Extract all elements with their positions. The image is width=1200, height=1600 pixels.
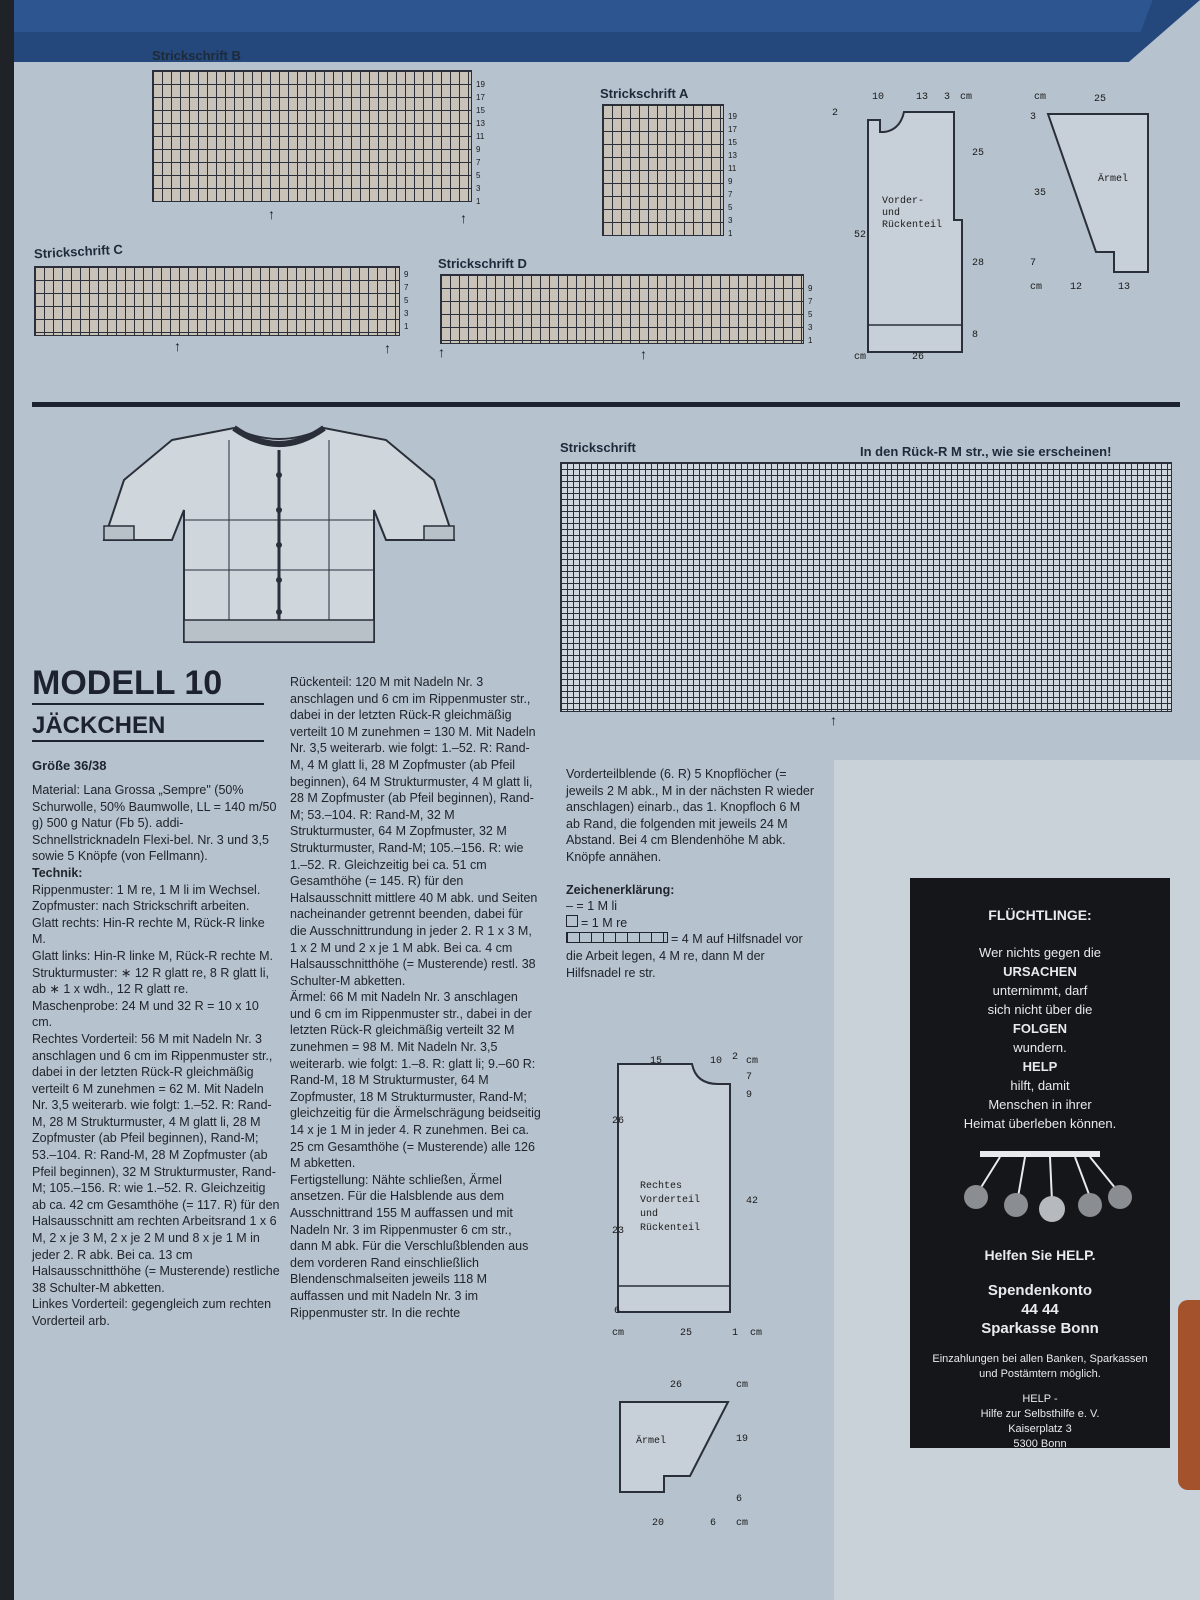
section-divider bbox=[32, 402, 1180, 407]
dim-10-bottom: 10 bbox=[710, 1056, 723, 1067]
ad-account-number: 44 44 bbox=[1021, 1301, 1059, 1318]
instructions-column-3 bbox=[566, 766, 816, 981]
chart-c-label: Strickschrift C bbox=[33, 241, 124, 262]
ad-heading: FLÜCHTLINGE: bbox=[988, 907, 1092, 923]
col1-rippenmuster: Rippenmuster: 1 M re, 1 M li im Wechsel. bbox=[32, 882, 261, 897]
help-advertisement bbox=[910, 878, 1170, 1448]
instructions-column-2 bbox=[290, 674, 542, 1321]
chart-d-start-arrow: ↑ bbox=[438, 344, 445, 360]
legend-knit-row bbox=[566, 915, 816, 932]
body-piece-label: Vorder- und Rückenteil bbox=[882, 196, 943, 231]
dim-13: 13 bbox=[916, 92, 929, 103]
dim-7: 7 bbox=[1030, 258, 1037, 269]
legend-title: Zeichenerklärung: bbox=[566, 882, 675, 897]
dim-26-sleeve: 26 bbox=[670, 1380, 683, 1391]
dim-cm-bottom-right: cm bbox=[750, 1328, 763, 1339]
dim-52: 52 bbox=[854, 230, 867, 241]
legend-knit: = 1 M re bbox=[581, 915, 628, 930]
ad-line-5: FOLGEN bbox=[1012, 1021, 1068, 1036]
dim-15: 15 bbox=[650, 1056, 663, 1067]
chart-b-label: Strickschrift B bbox=[152, 48, 241, 63]
ad-line-2: URSACHEN bbox=[1003, 964, 1077, 979]
chart-d-label: Strickschrift D bbox=[438, 256, 527, 271]
dim-2: 2 bbox=[832, 108, 839, 119]
dim-25-sleeve: 25 bbox=[1094, 94, 1107, 105]
sleeve-piece-label: Ärmel bbox=[1098, 174, 1129, 185]
col2-fertigstellung: Fertigstellung: Nähte schließen, Ärmel ansetzen. Für die Halsblende aus dem Ausschnittrand 155 M auffassen und mit Nadeln Nr. 3 im Rippenmuster 6 cm str., dann M abk. Für die Verschlußblenden aus dem vorderen Rand einschließlich Blendenschmalseiten jeweils 118 M auffassen und mit Nadeln Nr. 3 im Rippenmuster str. In die rechte bbox=[290, 1172, 529, 1320]
page-binding bbox=[0, 0, 14, 1600]
dim-20: 20 bbox=[652, 1518, 665, 1529]
chart-b-start-arrow: ↑ bbox=[268, 206, 275, 222]
dim-cm-bottom-left: cm bbox=[612, 1328, 625, 1339]
dim-cm-sleeve: cm bbox=[1034, 92, 1047, 103]
bottom-sleeve-schematic bbox=[614, 1392, 744, 1502]
ad-address-4: 5300 Bonn bbox=[1013, 1438, 1067, 1450]
dim-9: 9 bbox=[746, 1090, 753, 1101]
ad-address-2: Hilfe zur Selbsthilfe e. V. bbox=[980, 1408, 1100, 1420]
dim-3: 3 bbox=[944, 92, 951, 103]
col1-strukturmuster: Strukturmuster: ∗ 12 R glatt re, 8 R glatt li, ab ∗ 1 x wdh., 12 R glatt re. bbox=[32, 965, 269, 997]
ad-account-label: Spendenkonto bbox=[987, 1282, 1093, 1299]
legend-purl: – = 1 M li bbox=[566, 899, 618, 914]
col1-rechtes-vorderteil: Rechtes Vorderteil: 56 M mit Nadeln Nr. 3 anschlagen und 6 cm im Rippenmuster str., dabei in der letzten Rück-R gleichmäßig verteilt 6 M zunehmen = 62 M. Mit Nadeln Nr. 3,5 weiterarb. wie folgt: 1.–52. R: Rand-M, 28 M Strukturmuster, 4 M glatt li, 28 M Zopfmuster (ab Pfeil beginnen), Rand-M; 53.–104. R: Rand-M, 28 M Zopfmuster (ab Pfeil beginnen), 32 M Strukturmuster, Rand-M; 105.–156. R: wie 1.–52. R. Gleichzeitig ab ca. 42 cm Gesamthöhe (= 117. R) für den Halsausschnitt am rechten Arbeitsrand 1 x 6 M, 2 x je 3 M, 2 x je 2 M und 8 x je 1 M in jeder 2. R abk. Bei ca. 13 cm Halsausschnitthöhe (= Musterende) restliche 38 Schulter-M abketten. bbox=[32, 1031, 280, 1295]
ad-address-3: Kaiserplatz 3 bbox=[1008, 1423, 1072, 1435]
chart-a-row-numbers: 19 17 15 13 11 9 7 5 3 1 bbox=[728, 112, 737, 238]
dim-6: 6 bbox=[614, 1306, 621, 1317]
col2-rueckenteil: Rückenteil: 120 M mit Nadeln Nr. 3 anschlagen und 6 cm im Rippenmuster str., dabei in der letzten Rück-R gleichmäßig verteilt 10 M zunehmen = 130 M. Mit Nadeln Nr. 3,5 weiterarb. wie folgt: 1.–52. R: Rand-M, 4 M glatt li, 28 M Zopfmuster (ab Pfeil beginnen), 64 M Strukturmuster, 4 M glatt li, 28 M Zopfmuster (ab Pfeil beginnen), Rand-M; 53.–104. R: Rand-M, 32 M Strukturmuster, 64 M Zopfmuster, 32 M Strukturmuster, Rand-M; 105.–156. R: wie 1.–52. R. Gleichzeitig bei ca. 51 cm Gesamthöhe (= 145. R) für den Halsausschnitt mittlere 40 M abk. und Seiten nacheinander getrennt beenden, dabei für die Ausschnittrundung in jeder 2. R 1 x 3 M, 1 x 2 M und 2 x je 1 M abk. Bei ca. 4 cm Halsausschnitthöhe (= Musterende) restl. 38 Schulter-M abketten. bbox=[290, 675, 538, 988]
chart-c-grid bbox=[34, 266, 400, 336]
dim-7-bottom: 7 bbox=[746, 1072, 753, 1083]
model-title: MODELL 10 bbox=[32, 664, 264, 705]
garment-name: JÄCKCHEN bbox=[32, 712, 264, 742]
dim-10: 10 bbox=[872, 92, 885, 103]
col1-material: Material: Lana Grossa „Sempre" (50% Schurwolle, 50% Baumwolle, LL = 140 m/50 g) 500 g Natur (Fb 5). addi-Schnellstricknadeln Flexi-bel. Nr. 3 und 3,5 sowie 5 Knöpfe (von Fellmann). bbox=[32, 783, 277, 864]
col1-linkes-vorderteil: Linkes Vorderteil: gegengleich zum rechten Vorderteil arb. bbox=[32, 1297, 272, 1328]
dim-26-bottom: 26 bbox=[612, 1116, 625, 1127]
dim-6-sleeve-bottom: 6 bbox=[710, 1518, 717, 1529]
dim-13-sleeve: 13 bbox=[1118, 282, 1131, 293]
chart-c-start-arrow: ↑ bbox=[174, 338, 181, 354]
ad-line-8: hilft, damit bbox=[1010, 1078, 1070, 1093]
chart-d-grid bbox=[440, 274, 804, 344]
dim-6-sleeve: 6 bbox=[736, 1494, 743, 1505]
ad-cta: Helfen Sie HELP. bbox=[984, 1247, 1096, 1263]
top-color-band-light bbox=[14, 0, 1200, 32]
dim-cm-sleeve-bottom: cm bbox=[1030, 282, 1043, 293]
chart-d-end-arrow: ↑ bbox=[640, 346, 647, 362]
cardigan-illustration bbox=[94, 420, 464, 652]
dim-25-bottom: 25 bbox=[680, 1328, 693, 1339]
col3-text: Vorderteilblende (6. R) 5 Knopflöcher (= jeweils 2 M abk., M in der nächsten R wieder anschlagen) einarb., das 1. Knopfloch 6 M ab Rand, die folgenden mit jeweils 24 M Abstand. Bei 4 cm Blendenhöhe M abk. Knöpfe annähen. bbox=[566, 767, 815, 864]
sleeve-piece-outline bbox=[1048, 114, 1148, 272]
dim-19: 19 bbox=[736, 1434, 749, 1445]
ad-line-4: sich nicht über die bbox=[987, 1002, 1093, 1017]
col1-maschenprobe: Maschenprobe: 24 M und 32 R = 10 x 10 cm. bbox=[32, 998, 259, 1030]
main-chart-label: Strickschrift bbox=[560, 440, 636, 455]
bottom-body-label: Rechtes Vorderteil und Rückenteil bbox=[640, 1181, 701, 1234]
chart-a-label: Strickschrift A bbox=[600, 86, 689, 101]
dim-3-sleeve: 3 bbox=[1030, 112, 1037, 123]
ad-line-1: Wer nichts gegen die bbox=[979, 945, 1101, 960]
chart-b-end-arrow: ↑ bbox=[460, 210, 467, 226]
dim-cm-top: cm bbox=[746, 1056, 759, 1067]
mobile-sculpture-icon bbox=[940, 1139, 1140, 1229]
col1-zopfmuster: Zopfmuster: nach Strickschrift arbeiten. bbox=[32, 899, 250, 914]
dim-cm: cm bbox=[960, 92, 973, 103]
main-chart-note: In den Rück-R M str., wie sie erscheinen! bbox=[860, 444, 1112, 459]
page-edge-tab bbox=[1178, 1300, 1200, 1490]
dim-23: 23 bbox=[612, 1226, 625, 1237]
dim-cm-sleeve-top: cm bbox=[736, 1380, 749, 1391]
dim-cm-bottom: cm bbox=[854, 352, 867, 363]
dim-35: 35 bbox=[1034, 188, 1047, 199]
dim-28: 28 bbox=[972, 258, 985, 269]
legend-cable-row bbox=[566, 931, 816, 981]
top-schematic bbox=[844, 90, 1184, 380]
size-range: Größe 36/38 bbox=[32, 758, 107, 773]
dim-8: 8 bbox=[972, 330, 979, 341]
ad-bank: Sparkasse Bonn bbox=[981, 1320, 1099, 1337]
ad-line-7: HELP bbox=[1022, 1059, 1058, 1074]
col1-glatt-rechts: Glatt rechts: Hin-R rechte M, Rück-R linke M. bbox=[32, 915, 265, 947]
dim-2-bottom: 2 bbox=[732, 1052, 739, 1063]
body-piece-outline bbox=[868, 112, 962, 352]
dim-12: 12 bbox=[1070, 282, 1083, 293]
dim-1: 1 bbox=[732, 1328, 739, 1339]
dim-25: 25 bbox=[972, 148, 985, 159]
chart-d-row-numbers: 9 7 5 3 1 bbox=[808, 284, 813, 345]
ad-line-9: Menschen in ihrer bbox=[988, 1097, 1092, 1112]
main-chart-start-arrow: ↑ bbox=[830, 712, 837, 728]
magazine-page bbox=[14, 0, 1200, 1600]
legend-cable: = 4 M auf Hilfsnadel vor die Arbeit legen, 4 M re, dann M der Hilfsnadel re str. bbox=[566, 932, 803, 980]
main-chart-grid bbox=[560, 462, 1172, 712]
instructions-column-1 bbox=[32, 782, 282, 1330]
chart-b-grid bbox=[152, 70, 472, 202]
knit-symbol-icon bbox=[566, 915, 578, 927]
ad-line-6: wundern. bbox=[1013, 1040, 1067, 1055]
cable-symbol-icon bbox=[566, 932, 668, 943]
chart-b-row-numbers: 19 17 15 13 11 9 7 5 3 1 bbox=[476, 80, 485, 206]
col1-glatt-links: Glatt links: Hin-R linke M, Rück-R rechte M. bbox=[32, 948, 274, 963]
bottom-sleeve-label: Ärmel bbox=[636, 1436, 667, 1447]
col2-aermel: Ärmel: 66 M mit Nadeln Nr. 3 anschlagen und 6 cm im Rippenmuster str., dabei in der letzten Rück-R gleichmäßig verteilt 32 M zunehmen = 98 M. Mit Nadeln Nr. 3,5 weiterarb. wie folgt: 1.–8. R: glatt li; 9.–60 R: Rand-M, 18 M Strukturmuster, 64 M Zopfmuster, 18 M Strukturmuster, Rand-M; gleichzeitig für die Ärmelschrägung beidseitig 14 x je 1 M in jeder 4. R zunehmen. Bei ca. 25 cm Gesamthöhe (= Musterende) alle 126 M abketten. bbox=[290, 990, 541, 1171]
ad-small-print: Einzahlungen bei allen Banken, Sparkassen und Postämtern möglich. bbox=[932, 1353, 1148, 1380]
chart-a-grid bbox=[602, 104, 724, 236]
col1-technik: Technik: bbox=[32, 865, 83, 880]
ad-line-10: Heimat überleben können. bbox=[963, 1116, 1117, 1131]
chart-c-row-numbers: 9 7 5 3 1 bbox=[404, 270, 409, 331]
chart-c-end-arrow: ↑ bbox=[384, 340, 391, 356]
dim-26: 26 bbox=[912, 352, 925, 363]
ad-line-3: unternimmt, darf bbox=[992, 983, 1088, 998]
dim-cm-sleeve-bottom: cm bbox=[736, 1518, 749, 1529]
dim-42: 42 bbox=[746, 1196, 759, 1207]
ad-address-1: HELP - bbox=[1022, 1393, 1058, 1405]
